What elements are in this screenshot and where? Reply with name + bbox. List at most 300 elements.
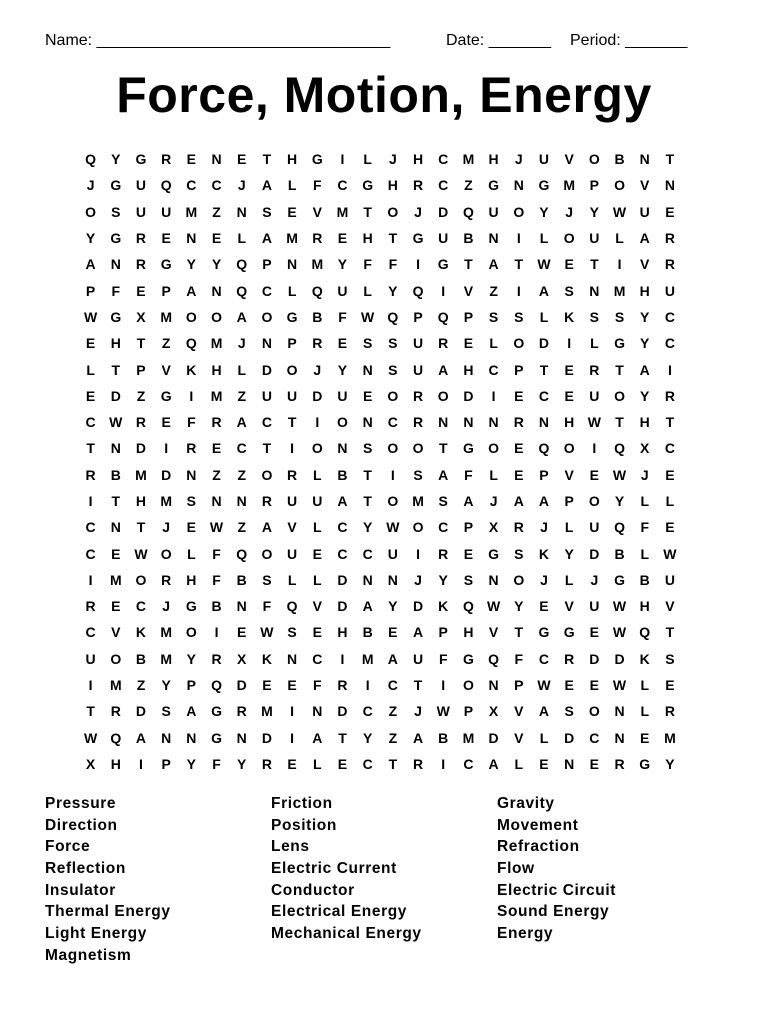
grid-letter[interactable]: T xyxy=(363,493,372,509)
grid-letter[interactable]: Y xyxy=(362,729,373,746)
grid-letter[interactable]: U xyxy=(337,387,348,404)
grid-letter[interactable]: M xyxy=(210,387,223,404)
grid-letter[interactable]: M xyxy=(361,650,374,667)
grid-letter[interactable]: P xyxy=(413,308,423,325)
grid-letter[interactable]: O xyxy=(135,571,147,588)
grid-letter[interactable]: C xyxy=(362,755,373,772)
grid-letter[interactable]: U xyxy=(85,650,96,667)
grid-letter[interactable]: S xyxy=(564,703,574,720)
grid-letter[interactable]: L xyxy=(665,493,675,509)
grid-letter[interactable]: T xyxy=(136,335,146,352)
grid-letter[interactable]: T xyxy=(86,703,95,720)
grid-letter[interactable]: M xyxy=(336,203,349,220)
grid-letter[interactable]: D xyxy=(589,650,600,667)
grid-letter[interactable]: A xyxy=(312,729,323,746)
grid-letter[interactable]: R xyxy=(211,414,222,431)
grid-letter[interactable]: N xyxy=(488,571,499,588)
grid-letter[interactable]: M xyxy=(462,151,475,168)
grid-letter[interactable]: P xyxy=(262,256,272,273)
grid-letter[interactable]: G xyxy=(614,335,625,352)
grid-letter[interactable]: E xyxy=(111,598,121,615)
grid-letter[interactable]: A xyxy=(135,729,147,746)
grid-letter[interactable]: Y xyxy=(237,755,247,772)
grid-letter[interactable]: N xyxy=(614,729,625,746)
grid-letter[interactable]: S xyxy=(362,335,373,352)
grid-letter[interactable]: R xyxy=(412,755,424,772)
grid-letter[interactable]: L xyxy=(564,571,574,588)
grid-letter[interactable]: R xyxy=(412,177,424,194)
grid-letter[interactable]: M xyxy=(613,282,626,299)
grid-letter[interactable]: Q xyxy=(211,677,222,694)
grid-letter[interactable]: O xyxy=(437,387,449,404)
grid-letter[interactable]: W xyxy=(612,624,627,641)
grid-letter[interactable]: J xyxy=(86,177,95,194)
grid-letter[interactable]: Z xyxy=(388,703,398,720)
grid-letter[interactable]: D xyxy=(312,387,323,404)
grid-letter[interactable]: H xyxy=(639,414,650,431)
grid-letter[interactable]: J xyxy=(489,493,498,509)
grid-letter[interactable]: U xyxy=(287,545,298,562)
grid-letter[interactable]: R xyxy=(412,387,424,404)
grid-letter[interactable]: U xyxy=(135,203,147,220)
grid-letter[interactable]: G xyxy=(614,571,625,588)
grid-letter[interactable]: D xyxy=(538,335,550,352)
grid-letter[interactable]: C xyxy=(463,755,474,772)
grid-letter[interactable]: O xyxy=(488,440,500,457)
grid-letter[interactable]: T xyxy=(363,466,372,483)
grid-letter[interactable]: O xyxy=(387,387,399,404)
grid-letter[interactable]: F xyxy=(438,650,448,667)
grid-letter[interactable]: W xyxy=(537,256,551,273)
grid-letter[interactable]: B xyxy=(236,571,247,588)
grid-letter[interactable]: A xyxy=(488,755,499,772)
grid-letter[interactable]: C xyxy=(362,703,373,720)
grid-letter[interactable]: N xyxy=(664,177,675,194)
grid-letter[interactable]: N xyxy=(614,703,625,720)
grid-letter[interactable]: N xyxy=(639,151,650,168)
grid-letter[interactable]: O xyxy=(261,308,273,325)
grid-letter[interactable]: G xyxy=(135,151,147,168)
grid-letter[interactable]: O xyxy=(614,177,625,194)
grid-letter[interactable]: R xyxy=(312,230,323,247)
grid-letter[interactable]: L xyxy=(640,677,649,694)
grid-letter[interactable]: R xyxy=(135,256,147,273)
grid-letter[interactable]: R xyxy=(614,755,625,772)
grid-letter[interactable]: E xyxy=(564,387,574,404)
grid-letter[interactable]: V xyxy=(488,624,499,641)
grid-letter[interactable]: X xyxy=(237,650,247,667)
grid-letter[interactable]: C xyxy=(85,414,96,431)
grid-letter[interactable]: Z xyxy=(212,466,221,483)
grid-letter[interactable]: P xyxy=(161,282,171,299)
grid-letter[interactable]: O xyxy=(563,230,575,247)
grid-letter[interactable]: Q xyxy=(639,624,651,641)
grid-letter[interactable]: H xyxy=(211,361,222,378)
grid-letter[interactable]: E xyxy=(337,230,348,247)
grid-letter[interactable]: C xyxy=(664,308,675,325)
grid-letter[interactable]: I xyxy=(365,677,370,694)
grid-letter[interactable]: P xyxy=(463,308,474,325)
grid-letter[interactable]: E xyxy=(287,677,297,694)
grid-letter[interactable]: V xyxy=(665,598,675,615)
grid-letter[interactable]: R xyxy=(312,335,323,352)
grid-letter[interactable]: P xyxy=(85,282,96,299)
grid-letter[interactable]: V xyxy=(564,151,574,168)
grid-letter[interactable]: I xyxy=(567,335,572,352)
grid-letter[interactable]: C xyxy=(488,361,499,378)
grid-letter[interactable]: K xyxy=(438,598,449,615)
grid-letter[interactable]: E xyxy=(237,624,247,641)
grid-letter[interactable]: L xyxy=(640,493,649,509)
grid-letter[interactable]: R xyxy=(261,755,272,772)
grid-letter[interactable]: D xyxy=(261,361,272,378)
grid-letter[interactable]: Z xyxy=(388,729,398,746)
grid-letter[interactable]: Z xyxy=(161,335,171,352)
grid-letter[interactable]: F xyxy=(388,256,398,273)
grid-letter[interactable]: S xyxy=(362,440,373,457)
grid-letter[interactable]: W xyxy=(587,414,601,431)
grid-letter[interactable]: C xyxy=(135,598,147,615)
grid-letter[interactable]: L xyxy=(590,335,599,352)
grid-letter[interactable]: Y xyxy=(211,256,222,273)
grid-letter[interactable]: T xyxy=(86,440,95,457)
grid-letter[interactable]: M xyxy=(135,466,147,483)
grid-letter[interactable]: T xyxy=(111,493,121,509)
grid-letter[interactable]: R xyxy=(85,598,96,615)
grid-letter[interactable]: Q xyxy=(387,308,399,325)
grid-letter[interactable]: I xyxy=(516,282,521,299)
grid-letter[interactable]: I xyxy=(390,466,395,483)
grid-letter[interactable]: H xyxy=(488,151,499,168)
grid-letter[interactable]: T xyxy=(413,677,423,694)
grid-letter[interactable]: V xyxy=(161,361,171,378)
grid-letter[interactable]: N xyxy=(463,414,474,431)
grid-letter[interactable]: C xyxy=(211,177,222,194)
grid-letter[interactable]: A xyxy=(488,256,499,273)
grid-letter[interactable]: D xyxy=(337,571,348,588)
grid-letter[interactable]: F xyxy=(262,598,272,615)
grid-letter[interactable]: N xyxy=(589,282,600,299)
grid-letter[interactable]: H xyxy=(639,282,650,299)
grid-letter[interactable]: U xyxy=(488,203,499,220)
date-field[interactable]: Date: _______ xyxy=(446,32,551,49)
grid-letter[interactable]: Y xyxy=(589,203,600,220)
grid-letter[interactable]: B xyxy=(337,466,348,483)
grid-letter[interactable]: K xyxy=(135,624,147,641)
grid-letter[interactable]: S xyxy=(564,282,574,299)
grid-letter[interactable]: J xyxy=(388,151,397,168)
grid-letter[interactable]: E xyxy=(463,335,474,352)
grid-letter[interactable]: T xyxy=(665,414,675,431)
grid-letter[interactable]: T xyxy=(615,361,624,378)
grid-letter[interactable]: Q xyxy=(614,519,625,536)
grid-letter[interactable]: R xyxy=(236,703,247,720)
grid-letter[interactable]: G xyxy=(211,729,222,746)
grid-letter[interactable]: I xyxy=(491,387,496,404)
grid-letter[interactable]: E xyxy=(312,545,322,562)
grid-letter[interactable]: G xyxy=(286,308,298,325)
grid-letter[interactable]: I xyxy=(290,703,295,720)
grid-letter[interactable]: E xyxy=(539,755,549,772)
grid-letter[interactable]: S xyxy=(262,571,272,588)
grid-letter[interactable]: F xyxy=(212,755,221,772)
grid-letter[interactable]: F xyxy=(363,256,372,273)
grid-letter[interactable]: M xyxy=(412,493,424,509)
grid-letter[interactable]: P xyxy=(539,466,549,483)
grid-letter[interactable]: G xyxy=(110,177,122,194)
grid-letter[interactable]: E xyxy=(262,677,272,694)
grid-letter[interactable]: H xyxy=(362,230,373,247)
grid-letter[interactable]: L xyxy=(640,545,649,562)
grid-letter[interactable]: R xyxy=(161,571,172,588)
grid-letter[interactable]: Y xyxy=(438,571,448,588)
grid-letter[interactable]: I xyxy=(290,729,295,746)
grid-letter[interactable]: I xyxy=(88,677,93,694)
grid-letter[interactable]: G xyxy=(160,387,172,404)
grid-letter[interactable]: G xyxy=(311,151,323,168)
grid-letter[interactable]: O xyxy=(513,571,525,588)
grid-letter[interactable]: G xyxy=(462,440,474,457)
grid-letter[interactable]: X xyxy=(640,440,650,457)
grid-letter[interactable]: N xyxy=(362,414,373,431)
grid-letter[interactable]: I xyxy=(290,440,295,457)
grid-letter[interactable]: A xyxy=(639,361,650,378)
grid-letter[interactable]: R xyxy=(186,440,197,457)
grid-letter[interactable]: S xyxy=(438,493,448,509)
grid-letter[interactable]: E xyxy=(514,387,524,404)
grid-letter[interactable]: W xyxy=(109,414,123,431)
grid-letter[interactable]: U xyxy=(412,650,424,667)
grid-letter[interactable]: F xyxy=(313,177,322,194)
grid-letter[interactable]: U xyxy=(337,282,348,299)
grid-letter[interactable]: G xyxy=(110,230,122,247)
grid-letter[interactable]: G xyxy=(538,624,550,641)
grid-letter[interactable]: G xyxy=(185,598,197,615)
grid-letter[interactable]: K xyxy=(639,650,650,667)
grid-letter[interactable]: E xyxy=(186,151,197,168)
grid-letter[interactable]: T xyxy=(665,624,675,641)
grid-letter[interactable]: Y xyxy=(337,256,348,273)
grid-letter[interactable]: G xyxy=(211,703,222,720)
grid-letter[interactable]: A xyxy=(236,414,247,431)
grid-letter[interactable]: U xyxy=(412,361,424,378)
grid-letter[interactable]: P xyxy=(287,335,297,352)
grid-letter[interactable]: W xyxy=(83,729,98,746)
grid-letter[interactable]: F xyxy=(338,308,347,325)
grid-letter[interactable]: A xyxy=(362,598,373,615)
grid-letter[interactable]: S xyxy=(262,203,272,220)
grid-letter[interactable]: I xyxy=(88,571,93,588)
grid-letter[interactable]: Q xyxy=(236,256,248,273)
grid-letter[interactable]: I xyxy=(88,493,93,509)
grid-letter[interactable]: R xyxy=(664,230,675,247)
grid-letter[interactable]: B xyxy=(463,230,474,247)
grid-letter[interactable]: C xyxy=(312,650,323,667)
grid-letter[interactable]: S xyxy=(388,335,398,352)
grid-letter[interactable]: G xyxy=(462,650,474,667)
grid-letter[interactable]: N xyxy=(312,703,323,720)
grid-letter[interactable]: C xyxy=(85,545,96,562)
grid-letter[interactable]: J xyxy=(540,519,548,536)
name-field[interactable]: Name: _________________________________ xyxy=(45,32,391,49)
grid-letter[interactable]: E xyxy=(589,677,600,694)
grid-letter[interactable]: T xyxy=(539,361,549,378)
grid-letter[interactable]: Z xyxy=(212,203,221,220)
grid-letter[interactable]: O xyxy=(387,493,399,509)
grid-letter[interactable]: F xyxy=(212,545,221,562)
grid-letter[interactable]: A xyxy=(513,493,524,509)
grid-letter[interactable]: P xyxy=(589,177,600,194)
grid-letter[interactable]: C xyxy=(186,177,197,194)
grid-letter[interactable]: W xyxy=(386,519,400,536)
grid-letter[interactable]: R xyxy=(211,650,222,667)
grid-letter[interactable]: C xyxy=(261,282,272,299)
grid-letter[interactable]: L xyxy=(287,571,297,588)
grid-letter[interactable]: R xyxy=(513,414,524,431)
grid-letter[interactable]: N xyxy=(186,230,197,247)
grid-letter[interactable]: Q xyxy=(311,282,323,299)
grid-letter[interactable]: P xyxy=(186,677,197,694)
grid-letter[interactable]: J xyxy=(237,177,246,194)
grid-letter[interactable]: O xyxy=(588,151,600,168)
grid-letter[interactable]: F xyxy=(111,282,121,299)
grid-letter[interactable]: N xyxy=(236,729,247,746)
grid-letter[interactable]: O xyxy=(160,545,172,562)
grid-letter[interactable]: V xyxy=(111,624,121,641)
grid-letter[interactable]: L xyxy=(564,519,574,536)
grid-letter[interactable]: H xyxy=(463,624,474,641)
grid-letter[interactable]: G xyxy=(488,545,500,562)
grid-letter[interactable]: G xyxy=(488,177,500,194)
grid-letter[interactable]: L xyxy=(363,282,372,299)
grid-letter[interactable]: U xyxy=(664,571,675,588)
grid-letter[interactable]: E xyxy=(85,335,96,352)
grid-letter[interactable]: O xyxy=(588,493,600,509)
grid-letter[interactable]: B xyxy=(614,545,625,562)
grid-letter[interactable]: J xyxy=(313,361,322,378)
grid-letter[interactable]: E xyxy=(589,624,600,641)
grid-letter[interactable]: P xyxy=(463,519,474,536)
grid-letter[interactable]: Q xyxy=(160,177,172,194)
grid-letter[interactable]: U xyxy=(161,203,172,220)
grid-letter[interactable]: O xyxy=(563,440,575,457)
grid-letter[interactable]: O xyxy=(462,677,474,694)
grid-letter[interactable]: M xyxy=(185,203,198,220)
grid-letter[interactable]: C xyxy=(362,545,373,562)
grid-letter[interactable]: Q xyxy=(286,598,298,615)
grid-letter[interactable]: L xyxy=(187,545,196,562)
grid-letter[interactable]: S xyxy=(488,308,499,325)
grid-letter[interactable]: Z xyxy=(136,387,146,404)
grid-letter[interactable]: O xyxy=(211,308,222,325)
grid-letter[interactable]: S xyxy=(111,203,121,220)
grid-letter[interactable]: A xyxy=(387,650,398,667)
grid-letter[interactable]: P xyxy=(514,361,524,378)
grid-letter[interactable]: C xyxy=(387,677,398,694)
grid-letter[interactable]: Y xyxy=(514,598,524,615)
grid-letter[interactable]: E xyxy=(211,440,222,457)
grid-letter[interactable]: D xyxy=(412,598,424,615)
grid-letter[interactable]: C xyxy=(438,177,449,194)
grid-letter[interactable]: N xyxy=(261,335,272,352)
grid-letter[interactable]: Q xyxy=(236,282,248,299)
grid-letter[interactable]: A xyxy=(236,308,247,325)
grid-letter[interactable]: T xyxy=(262,151,272,168)
grid-letter[interactable]: E xyxy=(111,545,121,562)
grid-letter[interactable]: Y xyxy=(640,387,650,404)
grid-letter[interactable]: W xyxy=(612,598,627,615)
grid-letter[interactable]: H xyxy=(564,414,575,431)
grid-letter[interactable]: J xyxy=(565,203,574,220)
grid-letter[interactable]: H xyxy=(337,624,348,641)
grid-letter[interactable]: I xyxy=(592,440,597,457)
grid-letter[interactable]: I xyxy=(214,624,219,641)
grid-letter[interactable]: Z xyxy=(237,466,246,483)
grid-letter[interactable]: C xyxy=(589,729,600,746)
grid-letter[interactable]: J xyxy=(162,598,171,615)
grid-letter[interactable]: H xyxy=(287,151,298,168)
grid-letter[interactable]: O xyxy=(185,624,197,641)
grid-letter[interactable]: U xyxy=(287,387,298,404)
grid-letter[interactable]: U xyxy=(589,598,600,615)
grid-letter[interactable]: J xyxy=(590,571,599,588)
grid-letter[interactable]: M xyxy=(109,677,122,694)
grid-letter[interactable]: A xyxy=(412,624,424,641)
grid-letter[interactable]: E xyxy=(589,755,600,772)
grid-letter[interactable]: P xyxy=(161,755,171,772)
grid-letter[interactable]: E xyxy=(337,755,348,772)
grid-letter[interactable]: S xyxy=(388,361,398,378)
grid-letter[interactable]: B xyxy=(312,308,323,325)
grid-letter[interactable]: X xyxy=(488,703,499,720)
grid-letter[interactable]: Y xyxy=(665,755,675,772)
grid-letter[interactable]: R xyxy=(438,545,449,562)
grid-letter[interactable]: T xyxy=(438,440,448,457)
grid-letter[interactable]: G xyxy=(412,230,424,247)
grid-letter[interactable]: I xyxy=(617,256,622,273)
grid-letter[interactable]: M xyxy=(160,308,172,325)
grid-letter[interactable]: L xyxy=(539,729,549,746)
grid-letter[interactable]: W xyxy=(486,598,501,615)
grid-letter[interactable]: H xyxy=(387,177,398,194)
grid-letter[interactable]: Y xyxy=(186,256,197,273)
grid-letter[interactable]: Q xyxy=(462,598,474,615)
grid-letter[interactable]: N xyxy=(387,571,398,588)
grid-letter[interactable]: P xyxy=(564,493,574,509)
grid-letter[interactable]: R xyxy=(564,650,575,667)
grid-letter[interactable]: M xyxy=(311,256,324,273)
grid-letter[interactable]: V xyxy=(640,177,650,194)
grid-letter[interactable]: E xyxy=(287,203,297,220)
grid-letter[interactable]: L xyxy=(539,308,549,325)
grid-letter[interactable]: U xyxy=(287,493,298,509)
grid-letter[interactable]: U xyxy=(412,335,424,352)
grid-letter[interactable]: D xyxy=(614,650,625,667)
grid-letter[interactable]: A xyxy=(85,256,96,273)
grid-letter[interactable]: O xyxy=(387,203,399,220)
grid-letter[interactable]: B xyxy=(362,624,373,641)
grid-letter[interactable]: E xyxy=(161,414,171,431)
grid-letter[interactable]: S xyxy=(589,308,600,325)
grid-letter[interactable]: R xyxy=(412,414,424,431)
grid-letter[interactable]: V xyxy=(287,519,297,536)
grid-letter[interactable]: X xyxy=(488,519,499,536)
grid-letter[interactable]: R xyxy=(287,466,298,483)
grid-letter[interactable]: N xyxy=(287,256,298,273)
grid-letter[interactable]: S xyxy=(463,571,474,588)
grid-letter[interactable]: T xyxy=(514,624,524,641)
grid-letter[interactable]: J xyxy=(414,703,422,720)
